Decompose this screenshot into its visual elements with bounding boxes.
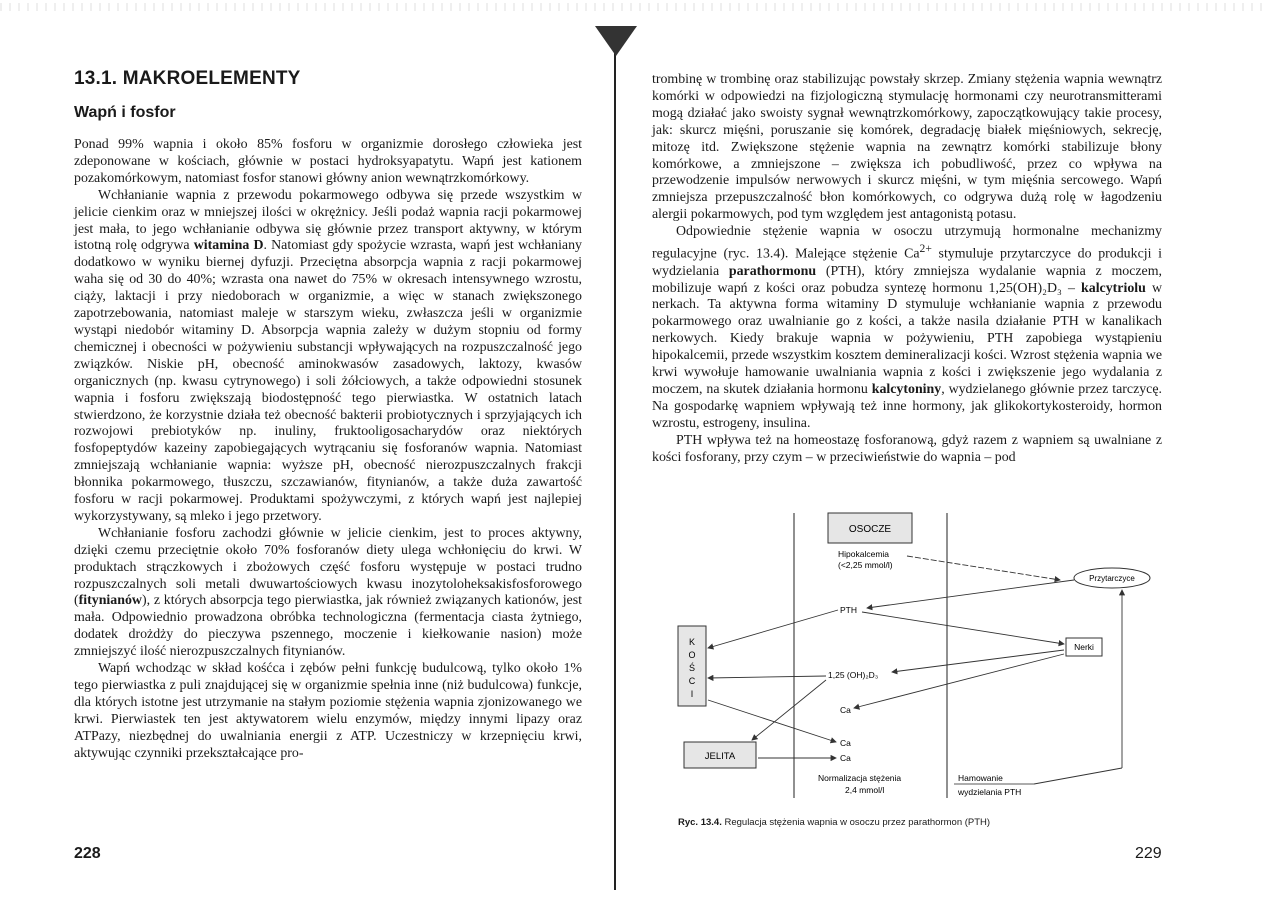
paragraph-2-text-b: . Natomiast gdy spożycie wzrasta, wapń jest wchłaniany dodatkowo w wyniku biernej dyfuzji. Przeciętna absorpcja wapnia z racji pokarmowej waha się od 30 do 40%; wzrasta ona nawet do 75% w okresach intensywnego wzrostu, ciąży, laktacji i przy niedoborach w organizmie, a więc w stanach zwiększonego zapotrzebowania, natomiast maleje w starszym wieku, zwłaszcza jeśli w organizmie wystąpi niedobór witaminy D. Absorpcja wapnia zależy w dużym stopniu od formy chemicznej i obecności w pożywieniu substancji wpływających na rozpuszczalność jego związków. Niskie pH, obecność aminokwasów zasadowych, laktozy, kwasów organicznych (np. kwasu cytrynowego) i soli żółciowych, a także odpowiedni stosunek wapnia i fosforu zwiększają biodostępność tego pierwiastka. W ostatnich latach stwierdzono, że korzystnie działa też obecność bakterii probiotycznych i sprzyjających ich rozwojowi prebiotyków np. inuliny, fruktooligosacharydów oraz niektórych fosfopeptydów kazeiny zapobiegających wytrącaniu się fosforanów wapnia. Natomiast zmniejszają wchłanianie wapnia: wyższe pH, obecność nierozpuszczalnych frakcji błonnika pokarmowego, tłuszczu, szczawianów, fitynianów, a także duża zawartość fosforu w racji pokarmowej. Produktami spożywczymi, z których wapń jest najlepiej wykorzystywany, są mleko i jego przetwory. — [74, 238, 582, 524]
calcitonin-term: kalcytoniny — [871, 381, 942, 397]
paragraph-4 — [74, 661, 582, 762]
paragraph-r2 — [652, 224, 1162, 433]
caption-label: Ryc. 13.4. — [678, 817, 722, 828]
paragraph-r2-text-c: (PTH), który zmniejsza wydalanie wapnia z moczem, mobilizuje wapń z kości oraz pobudza syntezę hormonu 1,25(OH)₂D₃ – — [652, 263, 1162, 296]
paragraph-3-text-a: Wchłanianie fosforu zachodzi głównie w jelicie cienkim, jest to proces aktywny, dzięki czemu przeciętnie około 70% fosforanów diety ulega wchłonięciu do krwi. W produktach strączkowych i zbożowych część fosforu występuje w postaci trudno rozpuszczalnych soli metali dwuwartościowych kwasu inozytoloheksakisfosforowego ( — [74, 525, 582, 609]
parathormone-term: parathormonu — [728, 263, 817, 279]
line-normalization-feedback — [1034, 768, 1122, 784]
page-number-right: 229 — [1135, 845, 1162, 862]
parathyroid-label: Przytarczyce — [1089, 574, 1135, 583]
intestines-label: JELITA — [704, 751, 736, 762]
paragraph-1-text: Ponad 99% wapnia i około 85% fosforu w organizmie dorosłego człowieka jest zdeponowane w kościach, głównie w postaci hydroksyapatytu. Wapń jest kationem pozakomórkowym, natomiast fosfor stanowi główny anion wewnątrzkomórkowy. — [74, 137, 582, 186]
inhibition-label-2: wydzielania PTH — [958, 787, 1022, 797]
paragraph-2-text-a: Wchłanianie wapnia z przewodu pokarmowego odbywa się przede wszystkim w jelicie cienkim oraz w mniejszej ilości w okrężnicy. Jeśli podaż wapnia racji pokarmowej jest mała, to jego wchłanianie odbywa się głównie przez transport aktywny, w którym istotną rolę odgrywa — [74, 187, 582, 254]
calcitriol-term: kalcytriolu — [1081, 280, 1146, 296]
bones-letter-3: Ś — [688, 663, 696, 673]
ca-label-2: Ca — [840, 738, 851, 748]
hypocalcemia-label: Hipokalcemia — [838, 549, 890, 559]
paragraph-1 — [74, 137, 582, 188]
figure-caption — [678, 817, 990, 828]
bones-letter-4: C — [688, 676, 696, 686]
bones-letter-1: K — [688, 637, 696, 647]
subsection-title: Wapń i fosfor — [74, 104, 176, 121]
calcium-regulation-diagram — [662, 508, 1162, 813]
pth-label: PTH — [840, 605, 857, 615]
paragraph-r2-text-b: stymuluje przytarczyce do produkcji i wydzielania — [652, 246, 1163, 279]
phytates-term: fitynianów — [78, 593, 142, 609]
paragraph-r2-text-d: w nerkach. Ta aktywna forma witaminy D stymuluje wchłanianie wapnia z przewodu pokarmowego oraz uwalnianie go z kości, a także nasila działanie PTH w kanalikach nerkowych. Kiedy brakuje wapnia w pożywieniu, PTH zapobiega wystąpieniu hipokalcemii, przede wszystkim kosztem demineralizacji kości. Wzrost stężenia wapnia we krwi wywołuje hamowanie uwalniania wapnia z kości i zwiększenie jego wydalania z moczem, na skutek działania hormonu — [652, 280, 1162, 397]
paragraph-2 — [74, 188, 582, 526]
ca-label-3: Ca — [840, 753, 851, 763]
arrow-pth-bones — [708, 610, 838, 648]
spine-shadow — [595, 26, 637, 56]
bones-letter-2: O — [688, 650, 696, 660]
arrow-vitd-bones — [708, 676, 826, 678]
paragraph-4-text: Wapń wchodząc w skład kośćca i zębów pełni funkcję budulcową, tylko około 1% tego pierwiastka z puli znajdującej się w organizmie spełnia inne (niż budulcowa) funkcje, dla których istotne jest utrzymanie na stałym poziomie stężenia wapnia zjonizowanego we krwi. Pierwiastek ten jest aktywatorem wielu enzymów, między innymi lipazy oraz ATPazy, niezbędnej do uwalniania energii z ATP. Uczestniczy w krzepnięciu krwi, aktywując czynniki przekształcające pro- — [74, 661, 582, 761]
arrow-bones-ca — [708, 700, 836, 742]
arrow-hypocalcemia-parathyroid — [907, 556, 1060, 580]
plasma-label: OSOCZE — [848, 524, 892, 535]
normalization-label-1: Normalizacja stężenia — [818, 773, 902, 783]
paragraph-r1 — [652, 72, 1162, 224]
vitamin-d-term: witamina D — [193, 238, 264, 254]
arrow-vitd-intestines — [752, 680, 826, 740]
ca-charge: 2+ — [919, 242, 932, 256]
scan-noise — [0, 3, 1263, 11]
book-spine — [614, 28, 616, 890]
hypocalcemia-value: (<2,25 mmol/l) — [838, 560, 893, 570]
caption-text: Regulacja stężenia wapnia w osoczu przez parathormon (PTH) — [721, 817, 991, 828]
paragraph-r3-text: PTH wpływa też na homeostazę fosforanową, gdyż razem z wapniem są uwalniane z kości fosforany, przy czym – w przeciwieństwie do wapnia – pod — [652, 432, 1162, 465]
section-title: 13.1. MAKROELEMENTY — [74, 68, 301, 89]
inhibition-label-1: Hamowanie — [958, 773, 1003, 783]
paragraph-r3 — [652, 433, 1162, 467]
right-page-text — [652, 72, 1162, 466]
arrow-parathyroid-pth — [867, 580, 1074, 608]
vitd-label: 1,25 (OH)₂D₃ — [828, 670, 879, 680]
arrow-pth-kidneys — [862, 612, 1064, 644]
normalization-label-2: 2,4 mmol/l — [845, 785, 885, 795]
ca-label-1: Ca — [840, 705, 851, 715]
arrow-kidneys-ca — [854, 654, 1064, 708]
paragraph-3-text-b: ), z których absorpcja tego pierwiastka, jak również związanych kationów, jest mała. Odpowiednio prowadzona obróbka technologiczna (fermentacja ciasta żytniego, dodatek drożdży do pieczywa pszennego, moczenie i kiełkowanie nasion) może zmniejszyć ilość nierozpuszczalnych fitynianów. — [74, 593, 582, 660]
paragraph-3 — [74, 526, 582, 661]
paragraph-r2-text-e: , wydzielanego głównie przez tarczycę. Na gospodarkę wapniem wpływają też inne hormony, jak glikokortykosteroidy, hormon wzrostu, estrogeny, insulina. — [652, 381, 1162, 431]
paragraph-r1-text: trombinę w trombinę oraz stabilizując powstały skrzep. Zmiany stężenia wapnia wewnątrz komórki w odpowiedzi na fizjologiczną stymulację hormonami czy neurotransmitterami mogą działać jako swoisty sygnał wewnątrzkomórkowy, zapoczątkowujący takie procesy, jak: skurcz mięśni, poruszanie się komórek, degradację białek mięśniowych, sekrecję, mitozę itd. Zwiększone stężenie wapnia na zewnątrz komórki stabilizuje błony komórkowe, a zmniejszone – zwiększa ich pobudliwość, przez co wpływa na przewodzenie impulsów nerwowych i skurcz mięśni, w tym mięśnia sercowego. Wapń zmniejsza przepuszczalność błon komórkowych, co odgrywa dużą rolę w łagodzeniu alergii pokarmowych, pod tym względem jest antagonistą potasu. — [652, 72, 1162, 223]
paragraph-r2-text-a: Odpowiednie stężenie wapnia w osoczu utrzymują hormonalne mechanizmy regulacyjne (ryc. 13.4). Malejące stężenie Ca — [652, 224, 1162, 262]
page-number-left: 228 — [74, 845, 101, 862]
bones-letter-5: I — [690, 689, 694, 699]
left-page-text — [74, 137, 582, 763]
kidneys-label: Nerki — [1074, 642, 1094, 652]
